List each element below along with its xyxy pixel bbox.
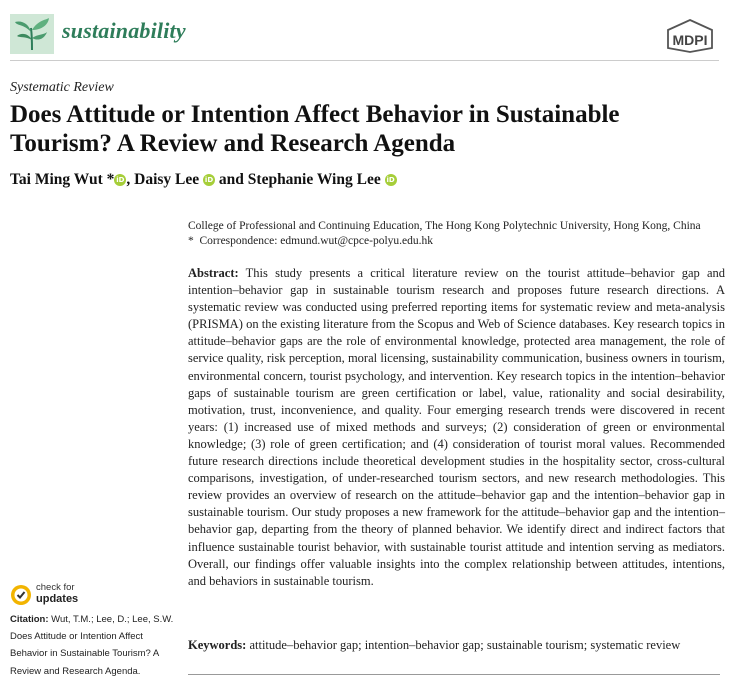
abstract-label: Abstract: — [188, 266, 239, 280]
abstract — [188, 265, 725, 590]
check-for-updates-icon — [10, 584, 32, 606]
keywords-label: Keywords: — [188, 638, 247, 652]
check-for-updates-button[interactable] — [10, 582, 90, 608]
check-label-1: check for — [36, 582, 75, 593]
keywords-divider — [188, 674, 720, 675]
sustainability-logo-icon — [10, 14, 54, 54]
author-name[interactable]: Daisy Lee — [134, 171, 200, 188]
affiliation: College of Professional and Continuing Education, The Hong Kong Polytechnic University, Hong Kong, China — [188, 220, 701, 232]
citation-text: Wut, T.M.; Lee, D.; Lee, S.W. Does Attitude or Intention Affect Behavior in Sustainable Tourism? A Review and Research Agenda. — [10, 614, 174, 677]
orcid-icon[interactable]: iD — [386, 176, 395, 184]
author-separator: and — [215, 171, 248, 188]
citation-label: Citation: — [10, 614, 49, 625]
corresponding-mark: * — [106, 171, 115, 188]
mdpi-logo-icon[interactable] — [662, 18, 718, 54]
citation-block — [10, 611, 182, 680]
keywords-text: attitude–behavior gap; intention–behavior gap; sustainable tourism; systematic review — [249, 638, 681, 652]
header-divider — [10, 60, 719, 61]
author-name[interactable]: Stephanie Wing Lee — [247, 171, 381, 188]
journal-name[interactable]: sustainability — [62, 18, 186, 43]
author-separator: , — [126, 171, 135, 188]
correspondence-mark: * — [188, 235, 194, 247]
correspondence-email[interactable]: Correspondence: edmund.wut@cpce-polyu.edu.hk — [199, 235, 433, 247]
abstract-text: This study presents a critical literature review on the tourist attitude–behavior gap and intention–behavior gap in sustainable tourism research and proposes future research directions. A systematic review was conducted using preferred reporting items for systematic review and meta-analysis (PRISMA) on the existing literature from the Scopus and Web of Science databases. Key research topics in attitude–behavior gaps are the role of environmental knowledge, protected area management, the role of service quality, risk perception, moral licensing, sustainability communication, business owners in tourism, environmental concern, tourist psychology, and intervention. Key research topics in the intention–behavior gaps of sustainable tourism are green certification or label, value, rationality and social desirability, motivation, trust, inconvenience, and quality. Four emerging research trends were discovered in recent years: (1) increased use of mixed methods and surveys; (2) consideration of green or environmental knowledge; (3) role of green certification; and (4) consideration of tourist moral values. Recommended future research directions include theoretical development studies in the hospitality sector, cross-cultural comparisons, investigation, of under-researched tourism sectors, and new research methodologies. This review provides an overview of research on the attitude–behavior gap and the intention–behavior gap in sustainable tourism. Our study proposes a new framework for the attitude–behavior gap and the intention–behavior gap, departing from the theory of planned behavior. We identify direct and indirect factors that influence sustainable tourist behavior, with sustainable tourist attitude and intention serving as mediators. Overall, our findings offer valuable insights into the complex relationship between attitudes, intentions, and behaviors in sustainable tourism. — [188, 266, 726, 588]
keywords — [188, 638, 680, 653]
author-list — [10, 171, 397, 189]
check-label-2: updates — [36, 593, 79, 605]
affiliation-block — [188, 219, 701, 249]
article-type: Systematic Review — [10, 80, 114, 95]
correspondence — [188, 234, 701, 249]
author-name[interactable]: Tai Ming Wut — [10, 171, 103, 188]
article-title: Does Attitude or Intention Affect Behavior in Sustainable Tourism? A Review and Research Agenda — [10, 101, 620, 157]
orcid-icon[interactable]: iD — [116, 176, 125, 184]
orcid-icon[interactable]: iD — [204, 176, 214, 184]
publisher-label: MDPI — [672, 32, 708, 48]
